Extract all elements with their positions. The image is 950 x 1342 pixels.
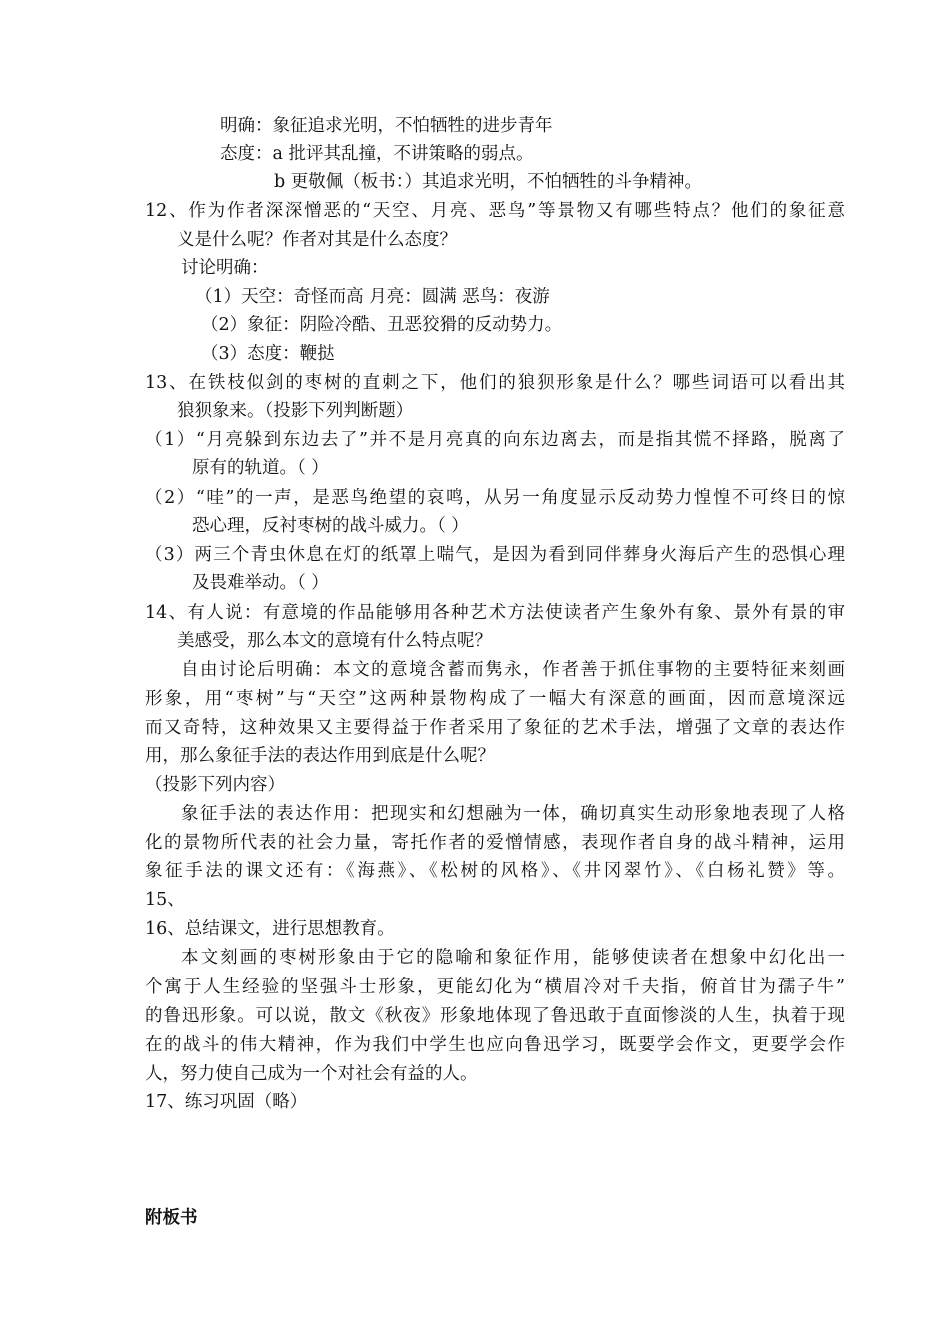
text-line: 12、作为作者深深憎恶的“天空、月亮、恶鸟”等景物又有哪些特点？他们的象征意	[145, 201, 845, 221]
text-line: （3）两三个青虫休息在灯的纸罩上喘气，是因为看到同伴葬身火海后产生的恐惧心理	[145, 545, 845, 565]
text-line: b 更敬佩（板书：）其追求光明，不怕牺牲的斗争精神。	[274, 172, 703, 192]
text-line: （1）天空：奇怪而高 月亮：圆满 恶鸟：夜游	[195, 287, 550, 307]
text-line: 讨论明确：	[181, 258, 269, 278]
text-line: 15、	[145, 890, 185, 910]
text-line: （1）“月亮躲到东边去了”并不是月亮真的向东边离去，而是指其慌不择路，脱离了	[145, 430, 845, 450]
text-line: （2）象征：阴险冷酷、丑恶狡猾的反动势力。	[201, 315, 563, 335]
text-line: 狼狈象来。（投影下列判断题）	[177, 401, 414, 421]
text-line: 及畏难举动。（ ）	[192, 573, 329, 593]
text-line: 本文刻画的枣树形象由于它的隐喻和象征作用，能够使读者在想象中幻化出一	[181, 948, 845, 968]
text-line: 自由讨论后明确：本文的意境含蓄而隽永，作者善于抓住事物的主要特征来刻画	[181, 660, 845, 680]
appendix-title: 附板书	[145, 1208, 198, 1228]
text-line: （3）态度：鞭挞	[201, 344, 335, 364]
text-line: 16、总结课文，进行思想教育。	[145, 919, 395, 939]
text-line: （投影下列内容）	[145, 775, 285, 795]
text-line: 化的景物所代表的社会力量，寄托作者的爱憎情感，表现作者自身的战斗精神，运用	[145, 833, 845, 853]
text-line: 17、练习巩固（略）	[145, 1092, 308, 1112]
text-line: 个寓于人生经验的坚强斗士形象，更能幻化为“横眉冷对千夫指，俯首甘为孺子牛”	[145, 977, 845, 997]
text-line: 美感受，那么本文的意境有什么特点呢？	[177, 631, 492, 651]
text-line: 14、有人说：有意境的作品能够用各种艺术方法使读者产生象外有象、景外有景的审	[145, 603, 845, 623]
text-line: 义是什么呢？作者对其是什么态度？	[177, 230, 457, 250]
text-line: 形象，用“枣树”与“天空”这两种景物构成了一幅大有深意的画面，因而意境深远	[145, 689, 845, 709]
text-line: 原有的轨道。（ ）	[192, 458, 329, 478]
text-line: 在的战斗的伟大精神，作为我们中学生也应向鲁迅学习，既要学会作文，更要学会作	[145, 1035, 845, 1055]
text-line: 象征手法的课文还有：《海燕》、《松树的风格》、《井冈翠竹》、《白杨礼赞》等。	[145, 861, 845, 881]
text-line: 用，那么象征手法的表达作用到底是什么呢？	[145, 746, 495, 766]
text-line: 恐心理，反衬枣树的战斗威力。（ ）	[192, 516, 469, 536]
text-line: 人，努力使自己成为一个对社会有益的人。	[145, 1064, 478, 1084]
text-line: （2）“哇”的一声，是恶鸟绝望的哀鸣，从另一角度显示反动势力惶惶不可终日的惊	[145, 488, 845, 508]
text-line: 明确：象征追求光明，不怕牺牲的进步青年	[220, 116, 553, 136]
text-line: 态度：a 批评其乱撞，不讲策略的弱点。	[220, 144, 534, 164]
text-line: 13、在铁枝似剑的枣树的直刺之下，他们的狼狈形象是什么？哪些词语可以看出其	[145, 373, 845, 393]
text-line: 象征手法的表达作用：把现实和幻想融为一体，确切真实生动形象地表现了人格	[181, 804, 845, 824]
text-line: 的鲁迅形象。可以说，散文《秋夜》形象地体现了鲁迅敢于直面惨淡的人生，执着于现	[145, 1006, 845, 1026]
text-line: 而又奇特，这种效果又主要得益于作者采用了象征的艺术手法，增强了文章的表达作	[145, 718, 845, 738]
